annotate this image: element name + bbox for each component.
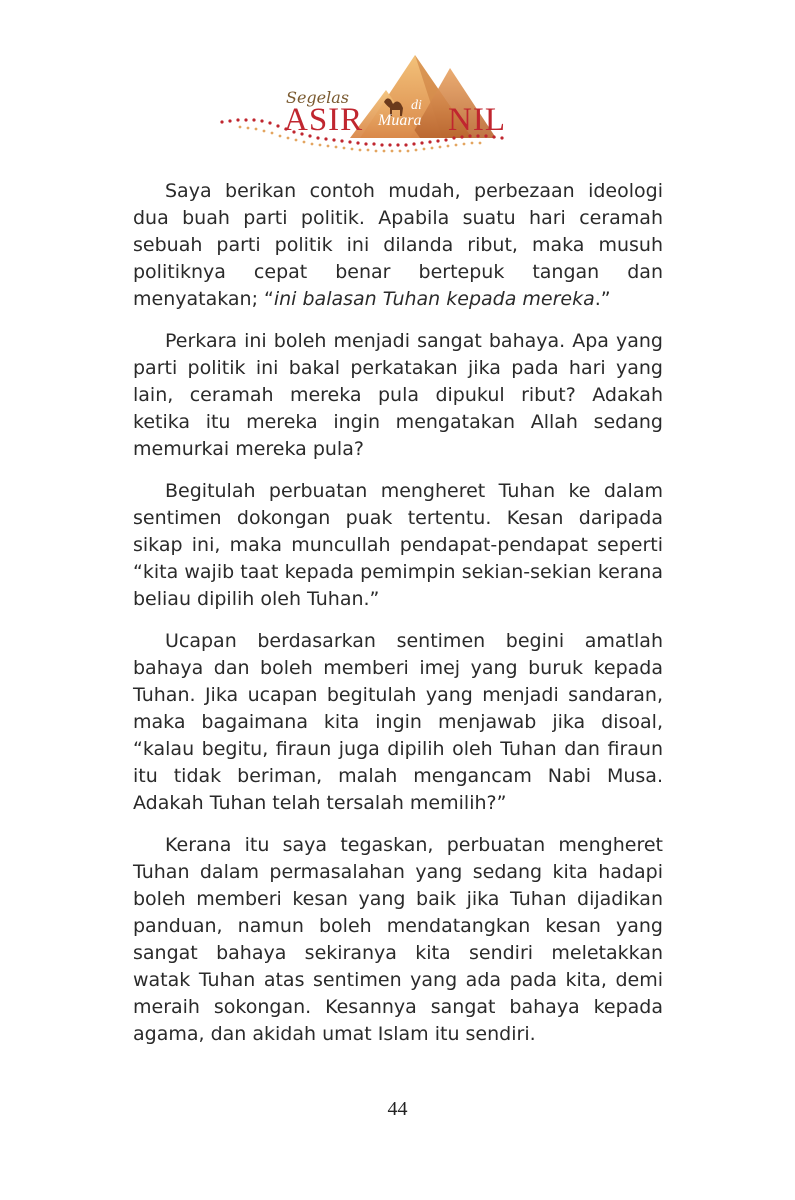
page-body [133,178,663,1063]
paragraph-1-after: .” [594,288,611,310]
logo-muara-text: Muara [378,112,422,129]
paragraph-1 [133,178,663,313]
paragraph-1-italic: ini balasan Tuhan kepada mereka [273,288,595,310]
book-title-logo [210,50,530,160]
paragraph-3: Begitulah perbuatan mengheret Tuhan ke dalam sentimen dokongan puak tertentu. Kesan daripada sikap ini, maka muncullah pendapat-pendapat seperti “kita wajib taat kepada pemimpin sekian-sekian kerana beliau dipilih oleh Tuhan.” [133,480,663,610]
logo-nil-text: NIL [448,102,506,138]
paragraph-2: Perkara ini boleh menjadi sangat bahaya. Apa yang parti politik ini bakal perkatakan jika pada hari yang lain, ceramah mereka pula dipukul ribut? Adakah ketika itu mereka ingin mengatakan Allah sedang memurkai mereka pula? [133,330,663,460]
page-number: 44 [387,1098,408,1120]
paragraph-5: Kerana itu saya tegaskan, perbuatan mengheret Tuhan dalam permasalahan yang sedang kita hadapi boleh memberi kesan yang baik jika Tuhan dijadikan panduan, namun boleh mendatangkan kesan yang sangat bahaya sekiranya kita sendiri meletakkan watak Tuhan atas sentimen yang ada pada kita, demi meraih sokongan. Kesannya sangat bahaya kepada agama, dan akidah umat Islam itu sendiri. [133,834,663,1045]
logo-segelas-text: Segelas [286,88,350,107]
paragraph-1-text: Saya berikan contoh mudah, perbezaan ideologi dua buah parti politik. Apabila suatu hari ceramah sebuah parti politik ini dilanda ribut, maka musuh politiknya cepat benar bertepuk tangan dan menyatakan; “ [133,180,663,310]
logo-di-text: di [411,98,422,113]
paragraph-4: Ucapan berdasarkan sentimen begini amatlah bahaya dan boleh memberi imej yang buruk kepada Tuhan. Jika ucapan begitulah yang menjadi sandaran, maka bagaimana kita ingin menjawab jika disoal, “kalau begitu, firaun juga dipilih oleh Tuhan dan firaun itu tidak beriman, malah mengancam Nabi Musa. Adakah Tuhan telah tersalah memilih?” [133,630,663,814]
logo-asir-text: ASIR [284,102,364,138]
